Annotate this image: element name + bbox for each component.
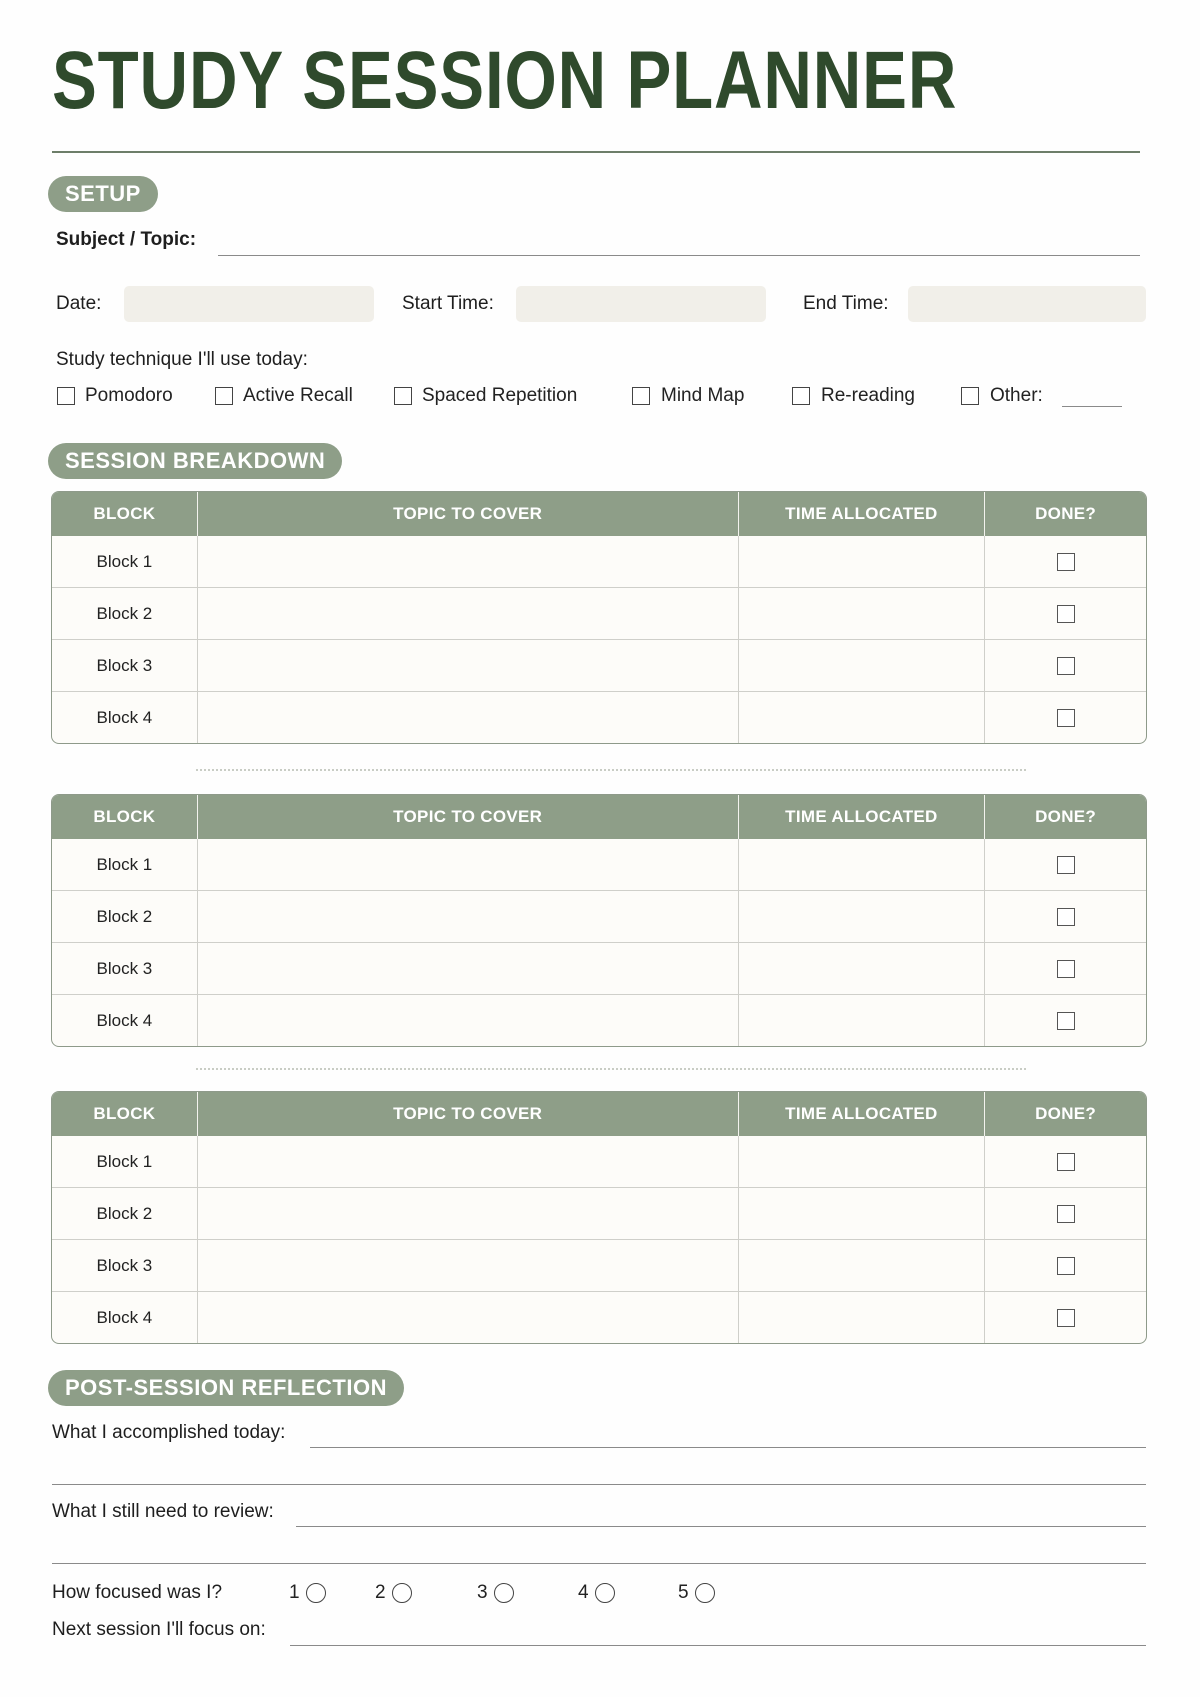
topic-cell[interactable]	[197, 1239, 738, 1291]
review-input-line[interactable]	[296, 1526, 1146, 1527]
re-reading-checkbox[interactable]	[792, 387, 810, 405]
active-recall-label: Active Recall	[243, 385, 353, 406]
active-recall-checkbox[interactable]	[215, 387, 233, 405]
review-input-line-2[interactable]	[52, 1563, 1146, 1564]
focus-rating-3[interactable]	[477, 1582, 514, 1604]
topic-cell[interactable]	[197, 1187, 738, 1239]
column-header-block: BLOCK	[52, 795, 197, 839]
time-cell[interactable]	[738, 1239, 985, 1291]
table-row	[52, 536, 1146, 587]
table-row	[52, 994, 1146, 1046]
topic-cell[interactable]	[197, 839, 738, 890]
topic-cell[interactable]	[197, 942, 738, 994]
time-cell[interactable]	[738, 1187, 985, 1239]
radio-button-icon[interactable]	[595, 1583, 615, 1603]
time-cell[interactable]	[738, 639, 985, 691]
block-label: Block 1	[96, 1151, 153, 1171]
time-cell[interactable]	[738, 994, 985, 1046]
next-session-input-line[interactable]	[290, 1645, 1146, 1646]
block-label: Block 1	[96, 854, 153, 874]
block-label: Block 2	[52, 890, 197, 942]
dotted-separator	[196, 769, 1026, 771]
technique-prompt: Study technique I'll use today:	[56, 349, 308, 370]
rating-number: 5	[678, 1582, 689, 1603]
done-cell	[984, 691, 1146, 743]
done-cell	[984, 994, 1146, 1046]
table-row	[52, 587, 1146, 639]
block-label: Block 3	[52, 942, 197, 994]
column-header-done: DONE?	[984, 795, 1146, 839]
end-time-field[interactable]	[908, 286, 1146, 322]
time-cell[interactable]	[738, 691, 985, 743]
session-table-2	[51, 794, 1147, 1047]
done-cell	[984, 639, 1146, 691]
other-input-line[interactable]	[1062, 406, 1122, 407]
time-cell[interactable]	[738, 1291, 985, 1343]
rating-number: 1	[289, 1582, 300, 1603]
done-checkbox[interactable]	[1057, 1205, 1075, 1223]
table-row	[52, 839, 1146, 890]
topic-cell[interactable]	[197, 639, 738, 691]
done-cell	[984, 890, 1146, 942]
done-cell	[984, 942, 1146, 994]
done-checkbox[interactable]	[1057, 1257, 1075, 1275]
end-time-label: End Time:	[803, 293, 889, 314]
radio-button-icon[interactable]	[392, 1583, 412, 1603]
block-label: Block 3	[52, 1239, 197, 1291]
column-header-time: TIME ALLOCATED	[738, 795, 985, 839]
column-header-done: DONE?	[984, 492, 1146, 536]
subject-label: Subject / Topic:	[56, 229, 197, 250]
topic-cell[interactable]	[197, 691, 738, 743]
done-checkbox[interactable]	[1057, 709, 1075, 727]
column-header-block: BLOCK	[52, 492, 197, 536]
other-checkbox[interactable]	[961, 387, 979, 405]
re-reading-label: Re-reading	[821, 385, 915, 406]
done-checkbox[interactable]	[1057, 1153, 1075, 1171]
session-breakdown-heading: SESSION BREAKDOWN	[48, 443, 342, 479]
focus-rating-4[interactable]	[578, 1582, 615, 1604]
time-cell[interactable]	[738, 890, 985, 942]
column-header-time: TIME ALLOCATED	[738, 492, 985, 536]
done-cell	[984, 1136, 1146, 1187]
pomodoro-checkbox[interactable]	[57, 387, 75, 405]
done-cell	[984, 1187, 1146, 1239]
time-cell[interactable]	[738, 536, 985, 587]
mind-map-label: Mind Map	[661, 385, 745, 406]
done-cell	[984, 536, 1146, 587]
time-cell[interactable]	[738, 839, 985, 890]
done-checkbox[interactable]	[1057, 960, 1075, 978]
table-row	[52, 1239, 1146, 1291]
time-cell[interactable]	[738, 587, 985, 639]
block-label: Block 1	[96, 551, 153, 571]
column-header-topic: TOPIC TO COVER	[197, 795, 738, 839]
spaced-repetition-label: Spaced Repetition	[422, 385, 578, 406]
page-title: STUDY SESSION PLANNER	[52, 35, 958, 126]
block-label: Block 2	[52, 1187, 197, 1239]
start-time-field[interactable]	[516, 286, 766, 322]
done-checkbox[interactable]	[1057, 1012, 1075, 1030]
accomplished-input-line[interactable]	[310, 1447, 1146, 1448]
rating-number: 4	[578, 1582, 589, 1603]
time-cell[interactable]	[738, 1136, 985, 1187]
table-row	[52, 1291, 1146, 1343]
pomodoro-label: Pomodoro	[85, 385, 173, 406]
other-label: Other:	[990, 385, 1043, 406]
table-row	[52, 942, 1146, 994]
title-divider	[52, 151, 1140, 153]
table-row	[52, 1136, 1146, 1187]
done-checkbox[interactable]	[1057, 553, 1075, 571]
done-checkbox[interactable]	[1057, 908, 1075, 926]
column-header-time: TIME ALLOCATED	[738, 1092, 985, 1136]
done-cell	[984, 1239, 1146, 1291]
next-session-label: Next session I'll focus on:	[52, 1619, 266, 1640]
block-label: Block 4	[52, 1291, 197, 1343]
topic-cell[interactable]	[197, 1291, 738, 1343]
done-cell	[984, 1291, 1146, 1343]
done-checkbox[interactable]	[1057, 657, 1075, 675]
column-header-topic: TOPIC TO COVER	[197, 1092, 738, 1136]
block-label: Block 4	[52, 691, 197, 743]
date-field[interactable]	[124, 286, 374, 322]
radio-button-icon[interactable]	[695, 1583, 715, 1603]
rating-number: 3	[477, 1582, 488, 1603]
done-checkbox[interactable]	[1057, 856, 1075, 874]
done-checkbox[interactable]	[1057, 1309, 1075, 1327]
table-row	[52, 1187, 1146, 1239]
accomplished-input-line-2[interactable]	[52, 1484, 1146, 1485]
rating-number: 2	[375, 1582, 386, 1603]
topic-cell[interactable]	[197, 536, 738, 587]
done-checkbox[interactable]	[1057, 605, 1075, 623]
topic-cell[interactable]	[197, 587, 738, 639]
table-row	[52, 691, 1146, 743]
table-row	[52, 890, 1146, 942]
mind-map-checkbox[interactable]	[632, 387, 650, 405]
focus-rating-2[interactable]	[375, 1582, 412, 1604]
review-label: What I still need to review:	[52, 1501, 274, 1522]
start-time-label: Start Time:	[402, 293, 494, 314]
topic-cell[interactable]	[197, 1136, 738, 1187]
reflection-heading: POST-SESSION REFLECTION	[48, 1370, 404, 1406]
column-header-block: BLOCK	[52, 1092, 197, 1136]
dotted-separator	[196, 1068, 1026, 1070]
time-cell[interactable]	[738, 942, 985, 994]
column-header-done: DONE?	[984, 1092, 1146, 1136]
column-header-topic: TOPIC TO COVER	[197, 492, 738, 536]
block-label: Block 3	[52, 639, 197, 691]
table-row	[52, 639, 1146, 691]
radio-button-icon[interactable]	[494, 1583, 514, 1603]
setup-heading: SETUP	[48, 176, 158, 212]
topic-cell[interactable]	[197, 994, 738, 1046]
focus-rating-1[interactable]	[289, 1582, 326, 1604]
block-label: Block 4	[52, 994, 197, 1046]
topic-cell[interactable]	[197, 890, 738, 942]
date-label: Date:	[56, 293, 102, 314]
session-table-1	[51, 491, 1147, 744]
spaced-repetition-checkbox[interactable]	[394, 387, 412, 405]
session-table-3	[51, 1091, 1147, 1344]
accomplished-label: What I accomplished today:	[52, 1422, 286, 1443]
focus-rating-5[interactable]	[678, 1582, 715, 1604]
done-cell	[984, 587, 1146, 639]
focus-label: How focused was I?	[52, 1582, 223, 1603]
subject-input-line[interactable]	[218, 255, 1140, 256]
radio-button-icon[interactable]	[306, 1583, 326, 1603]
block-label: Block 2	[52, 587, 197, 639]
done-cell	[984, 839, 1146, 890]
